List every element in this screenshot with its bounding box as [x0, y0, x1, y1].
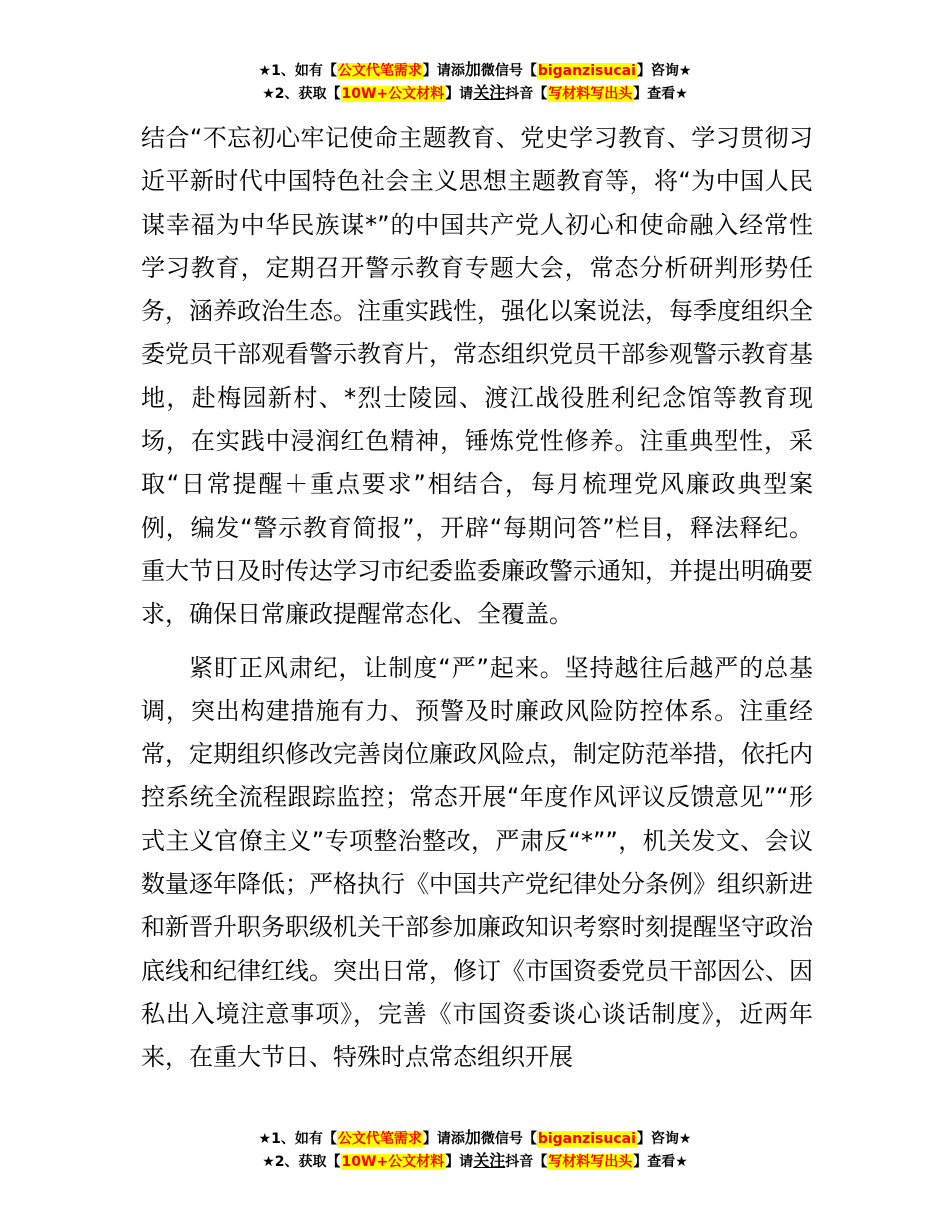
banner-text: 关注: [473, 1151, 506, 1170]
banner-text: 】请添: [422, 1131, 465, 1147]
banner-text: 微信号【: [480, 63, 537, 79]
banner-text: 】请: [445, 86, 474, 102]
banner-text: 】咨询★: [636, 63, 692, 79]
banner-text: ★1、如有【: [258, 1131, 337, 1147]
banner-line-1: [0, 59, 950, 82]
banner-text: 加: [464, 60, 481, 79]
banner-line-1: [0, 1127, 950, 1150]
banner-line-2: [0, 1150, 950, 1173]
paragraph: 紧盯正风肃纪，让制度“严”起来。坚持越往后越严的总基调，突出构建措施有力、预警及时廉政风险防控体系。注重经常，定期组织修改完善岗位廉政风险点，制定防范举措，依托内控系统全流程跟踪监控；常态开展“年度作风评议反馈意见”“形式主义官僚主义”专项整治整改，严肃反“*””，机关发文、会议数量逐年降低；严格执行《中国共产党纪律处分条例》组织新进和新晋升职务职级机关干部参加廉政知识考察时刻提醒坚守政治底线和纪律红线。突出日常，修订《市国资委党员干部因公、因私出入境注意事项》，完善《市国资委谈心谈话制度》，近两年来，在重大节日、特殊时点常态组织开展: [141, 653, 813, 1072]
banner-text: ★1、如有【: [258, 63, 337, 79]
banner-text: 】查看★: [633, 1154, 688, 1170]
banner-text: 加: [464, 1128, 481, 1147]
banner-text: 抖音【: [505, 1154, 548, 1170]
banner-highlight: 10W+公文材料: [341, 86, 445, 102]
document-body: [141, 117, 813, 1080]
banner-highlight: 公文代笔需求: [337, 1131, 422, 1147]
banner-wechat-id: biganzisucai: [537, 1131, 636, 1147]
banner-text: 微信号【: [480, 1131, 537, 1147]
banner-highlight: 公文代笔需求: [337, 63, 422, 79]
banner-highlight: 10W+公文材料: [341, 1154, 445, 1170]
banner-text: 】请: [445, 1154, 474, 1170]
banner-line-2: [0, 82, 950, 105]
banner-douyin-account: 写材料写出头: [548, 86, 633, 102]
banner-text: ★2、获取【: [262, 86, 341, 102]
banner-douyin-account: 写材料写出头: [548, 1154, 633, 1170]
banner-text: 】咨询★: [636, 1131, 692, 1147]
banner-text: ★2、获取【: [262, 1154, 341, 1170]
banner-text: 】查看★: [633, 86, 688, 102]
header-banner: [0, 59, 950, 105]
banner-text: 抖音【: [505, 86, 548, 102]
banner-wechat-id: biganzisucai: [537, 63, 636, 79]
banner-text: 】请添: [422, 63, 465, 79]
paragraph: 结合“不忘初心牢记使命主题教育、党史学习教育、学习贯彻习近平新时代中国特色社会主义思想主题教育等，将“为中国人民谋幸福为中华民族谋*”的中国共产党人初心和使命融入经常性学习教育，定期召开警示教育专题大会，常态分析研判形势任务，涵养政治生态。注重实践性，强化以案说法，每季度组织全委党员干部观看警示教育片，常态组织党员干部参观警示教育基地，赴梅园新村、*烈士陵园、渡江战役胜利纪念馆等教育现场，在实践中浸润红色精神，锤炼党性修养。注重典型性，采取“日常提醒＋重点要求”相结合，每月梳理党风廉政典型案例，编发“警示教育简报”，开辟“每期问答”栏目，释法释纪。重大节日及时传达学习市纪委监委廉政警示通知，并提出明确要求，确保日常廉政提醒常态化、全覆盖。: [141, 124, 813, 629]
banner-text: 关注: [473, 83, 506, 102]
footer-banner: [0, 1127, 950, 1173]
